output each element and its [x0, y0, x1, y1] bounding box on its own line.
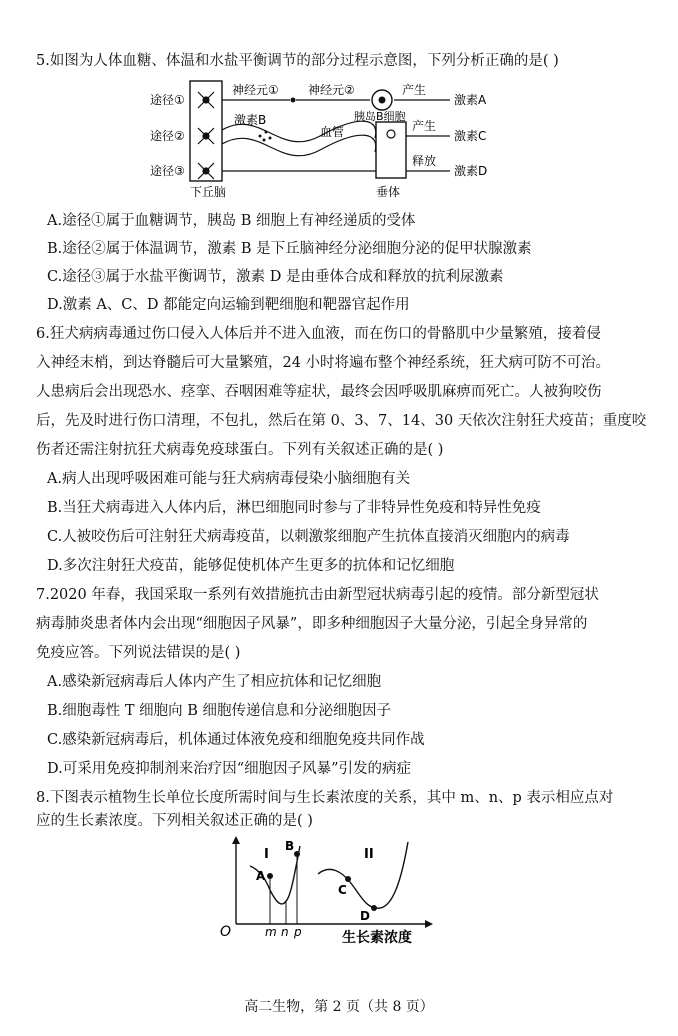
q7-stem-line: 7.2020 年春，我国采取一系列有效措施抗击由新型冠状病毒引起的疫情。部分新型冠状: [36, 587, 599, 603]
m-label: m: [265, 925, 277, 939]
q5-option-d: D.激素 A、C、D 都能定向运输到靶细胞和靶器官起作用: [47, 297, 410, 313]
q5-option-a: A.途径①属于血糖调节，胰岛 B 细胞上有神经递质的受体: [47, 213, 416, 229]
point-b-label: B: [285, 839, 295, 853]
pituitary-label: 垂体: [376, 185, 401, 199]
page-footer: 高二生物，第 2 页（共 8 页）: [244, 999, 434, 1015]
n-label: n: [281, 925, 289, 939]
point-c: [345, 876, 351, 882]
q5-option-b: B.途径②属于体温调节，激素 B 是下丘脑神经分泌细胞分泌的促甲状腺激素: [47, 241, 532, 257]
point-a-label: A: [256, 869, 266, 883]
produce1-label: 产生: [402, 83, 427, 97]
q7-stem-line: 免疫应答。下列说法错误的是( ): [36, 645, 241, 661]
neuron-symbol-3: [198, 163, 214, 179]
x-axis-label: 生长素浓度: [342, 930, 412, 946]
q6-stem-line: 6.狂犬病病毒通过伤口侵入人体后并不进入血液，而在伤口的骨骼肌中少量繁殖，接着侵: [36, 326, 601, 342]
q6-stem-line: 后，先及时进行伤口清理，不包扎，然后在第 0、3、7、14、30 天依次注射狂犬疫苗；重度咬: [36, 413, 647, 429]
q5-regulation-diagram: [150, 78, 510, 203]
q6-option-c: C.人被咬伤后可注射狂犬病毒疫苗，以刺激浆细胞产生抗体直接消灭细胞内的病毒: [47, 529, 570, 545]
pancreas-label: 胰岛B细胞: [354, 110, 406, 123]
q6-stem-line: 伤者还需注射抗狂犬病毒免疫球蛋白。下列有关叙述正确的是( ): [36, 442, 444, 458]
curve-2: [318, 842, 408, 908]
neuron-symbol-1: [198, 92, 214, 108]
q7-option-d: D.可采用免疫抑制剂来治疗因“细胞因子风暴”引发的病症: [47, 761, 412, 777]
hormoneC-label: 激素C: [454, 129, 487, 143]
blood-label: 血管: [320, 125, 345, 139]
hormoneA-label: 激素A: [454, 93, 487, 107]
point-d: [371, 905, 377, 911]
q7-option-b: B.细胞毒性 T 细胞向 B 细胞传递信息和分泌细胞因子: [47, 703, 392, 719]
neuron1-label: 神经元①: [232, 83, 279, 97]
path1-label: 途径①: [150, 93, 185, 107]
point-c-label: C: [338, 883, 347, 897]
q8-growth-curve-figure: [214, 836, 434, 946]
release-label: 释放: [412, 154, 437, 168]
hypothalamus-label: 下丘脑: [190, 185, 227, 199]
q6-option-a: A.病人出现呼吸困难可能与狂犬病病毒侵染小脑细胞有关: [47, 471, 411, 487]
q7-option-a: A.感染新冠病毒后人体内产生了相应抗体和记忆细胞: [47, 674, 382, 690]
hormoneD-label: 激素D: [454, 164, 488, 178]
q7-option-c: C.感染新冠病毒后，机体通过体液免疫和细胞免疫共同作战: [47, 732, 425, 748]
q6-stem-line: 入神经末梢，到达脊髓后可大量繁殖，24 小时将遍布整个神经系统，狂犬病可防不可治。: [36, 355, 611, 371]
hormoneB-label: 激素B: [234, 113, 267, 127]
q6-option-d: D.多次注射狂犬疫苗，能够促使机体产生更多的抗体和记忆细胞: [47, 558, 455, 574]
path2-label: 途径②: [150, 129, 185, 143]
produce2-label: 产生: [412, 119, 437, 133]
q6-stem-line: 人患病后会出现恐水、痉挛、吞咽困难等症状，最终会因呼吸肌麻痹而死亡。人被狗咬伤: [36, 384, 602, 400]
q8-stem-line: 应的生长素浓度。下列相关叙述正确的是( ): [36, 813, 313, 829]
q7-stem-line: 病毒肺炎患者体内会出现“细胞因子风暴”，即多种细胞因子大量分泌，引起全身异常的: [36, 616, 588, 632]
origin-label: O: [220, 924, 232, 940]
path3-label: 途径③: [150, 164, 185, 178]
neuron2-label: 神经元②: [308, 83, 355, 97]
point-d-label: D: [360, 909, 370, 923]
q5-option-c: C.途径③属于水盐平衡调节，激素 D 是由垂体合成和释放的抗利尿激素: [47, 269, 504, 285]
q5-stem: 5.如图为人体血糖、体温和水盐平衡调节的部分过程示意图，下列分析正确的是( ): [36, 53, 559, 69]
curve2-label: II: [364, 847, 374, 862]
p-label: p: [294, 925, 302, 939]
q8-stem-line: 8.下图表示植物生长单位长度所需时间与生长素浓度的关系，其中 m、n、p 表示相应点对: [36, 790, 614, 806]
neuron-symbol-2: [198, 128, 214, 144]
hypothalamus-box: [190, 81, 222, 181]
q6-option-b: B.当狂犬病毒进入人体内后，淋巴细胞同时参与了非特异性免疫和特异性免疫: [47, 500, 541, 516]
curve1-label: I: [264, 847, 269, 862]
